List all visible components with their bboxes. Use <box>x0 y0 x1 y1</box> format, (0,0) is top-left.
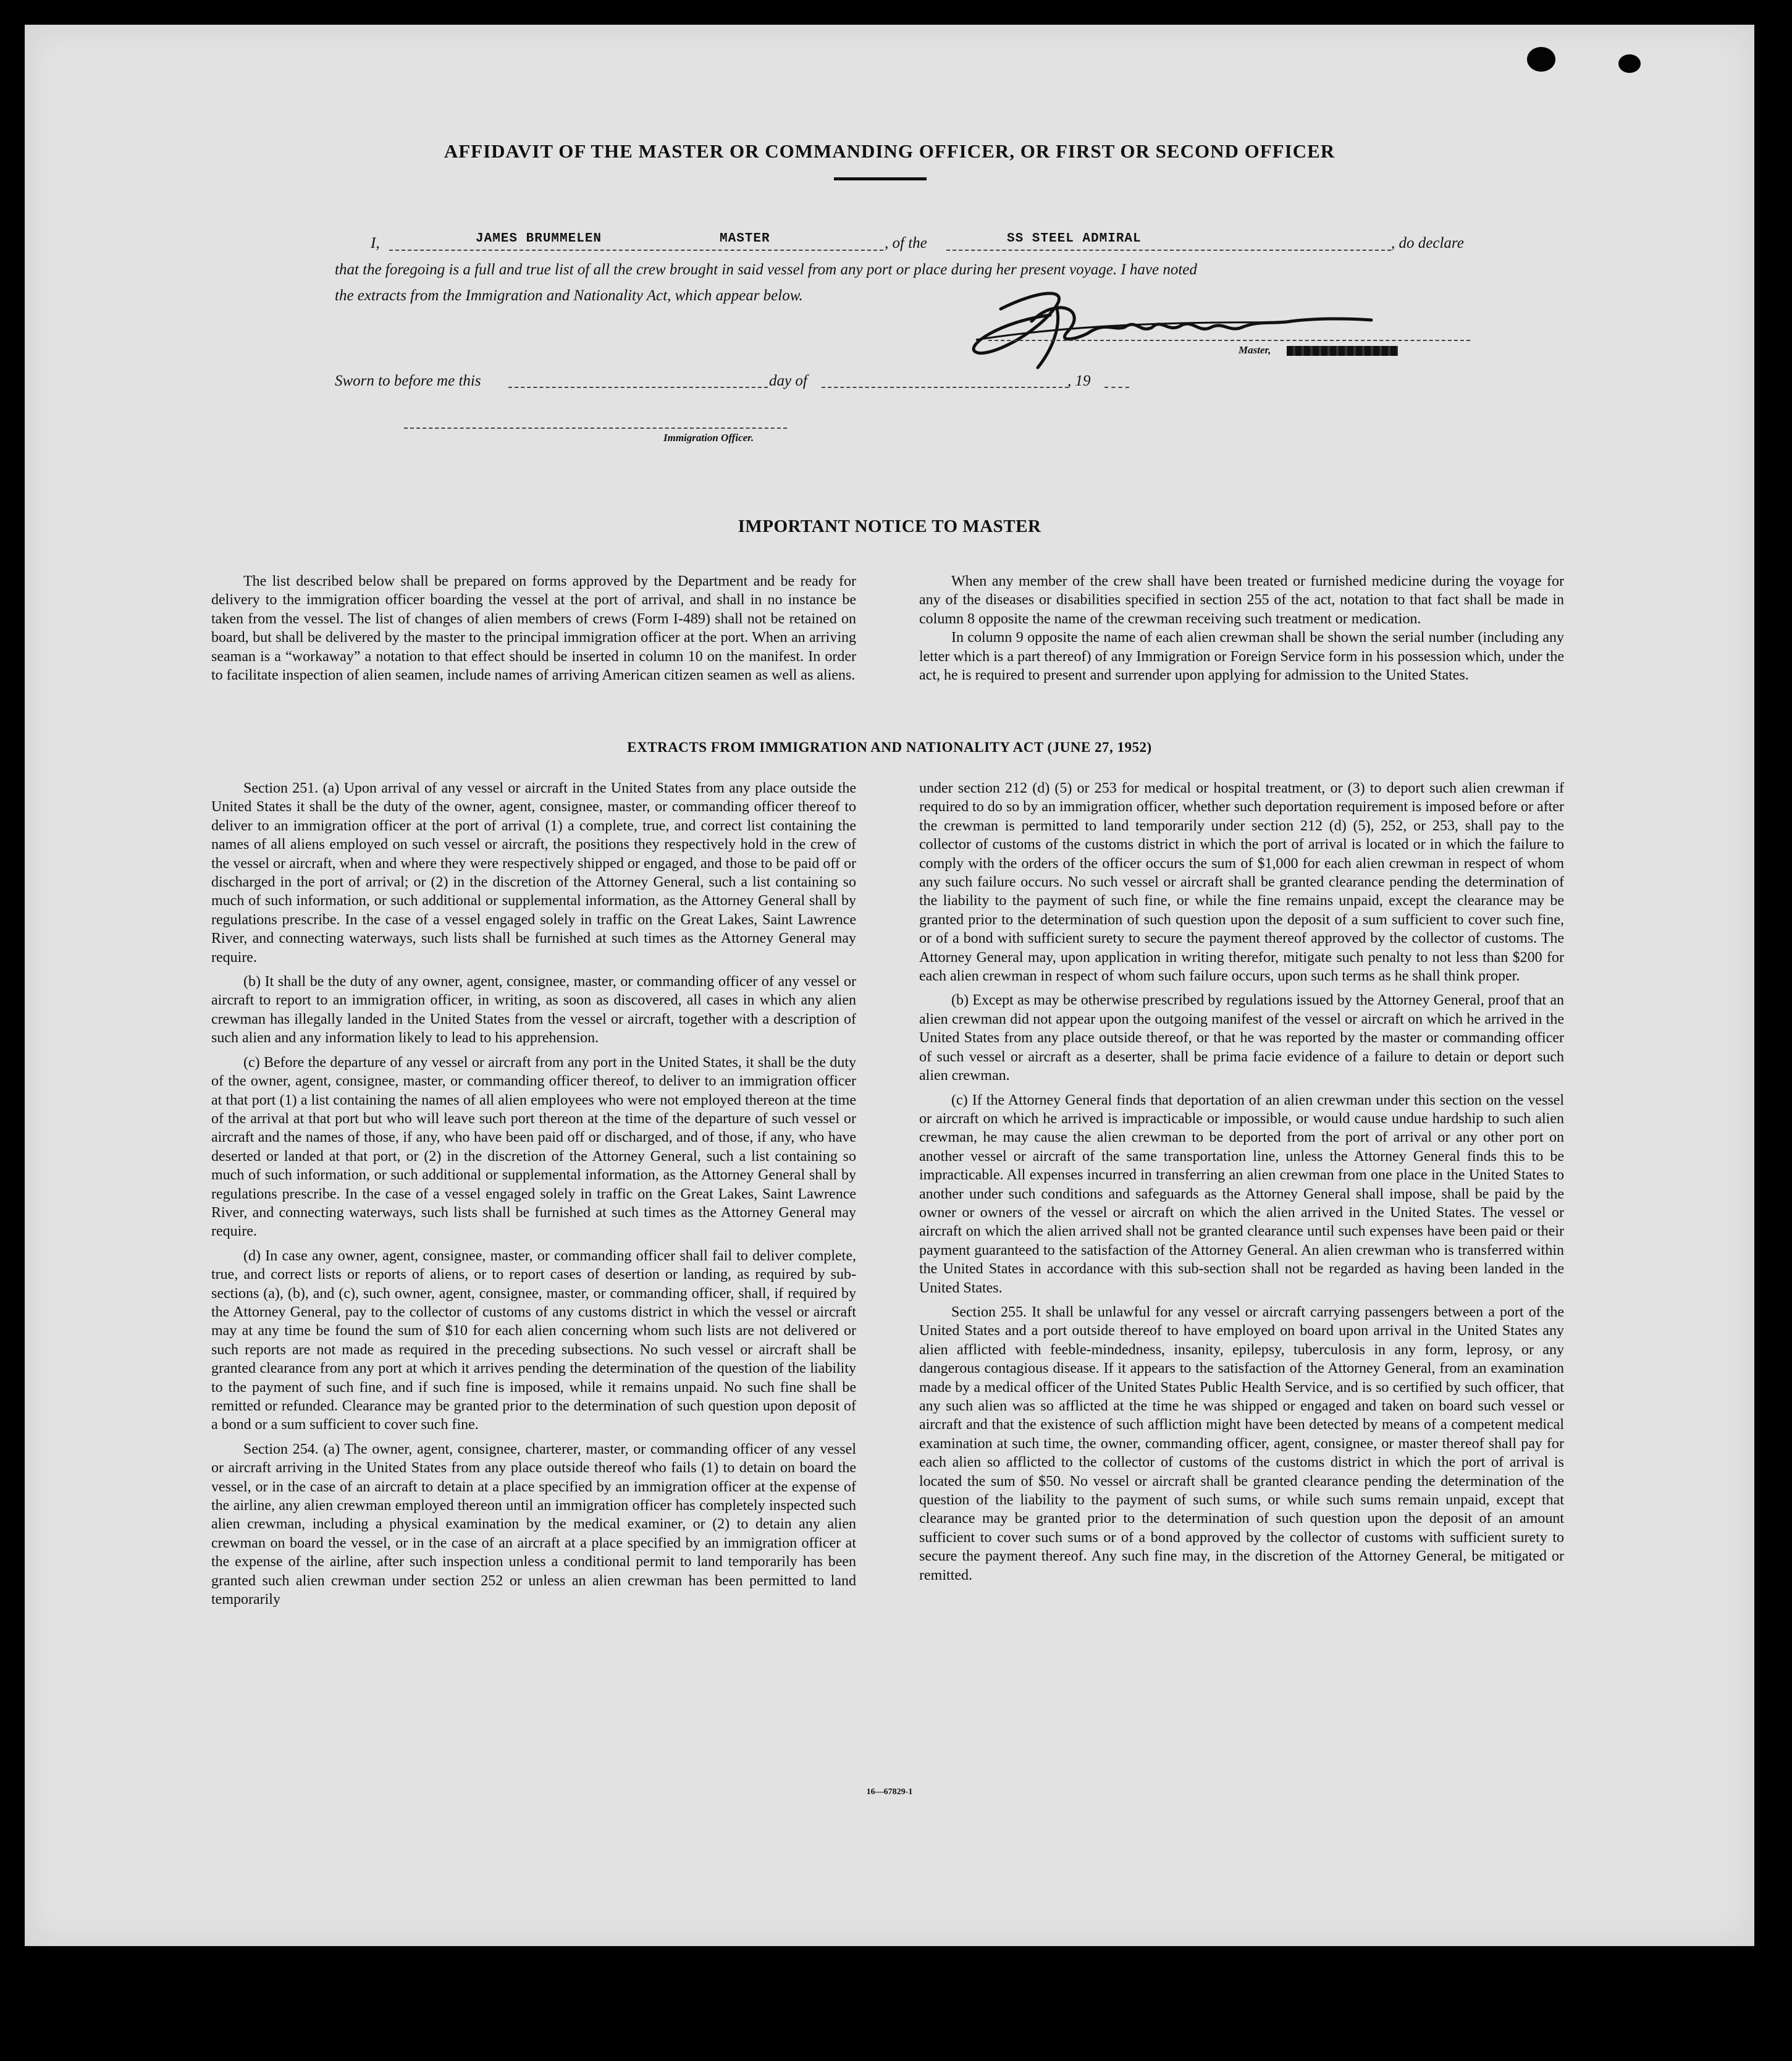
master-signature <box>964 284 1408 377</box>
struck-out-title <box>1287 346 1398 356</box>
name-blank <box>389 250 883 251</box>
notice-right-column <box>919 572 1564 685</box>
section-254-b: (b) Except as may be otherwise prescribed by regulations issued by the Attorney General, proof that an alien crewman did not appear upon the outgoing manifest of the vessel or aircraft on which he arrived in the United States from any place outside thereof, or that he was reported by the master or commanding officer of such vessel or aircraft as a deserter, shall be prima facie evidence of a failure to detain or deport such alien crewman. <box>919 992 1564 1084</box>
section-254-c: (c) If the Attorney General finds that deportation of an alien crewman under this section on the vessel or aircraft on which he arrived is impracticable or impossible, or would cause undue hardship to such alien crewman, he may cause the alien crewman to be deported from the port of arrival or any other port on another vessel or aircraft of the same transportation line, unless the Attorney General finds this to be impracticable. All expenses incurred in transferring an alien crewman from one place in the United States to another under such conditions and safeguards as the Attorney General shall impose, shall be paid by the owner or owners of the vessel or aircraft on which the alien arrived in the United States. The vessel or aircraft on which the alien arrived shall not be granted clearance until such expenses have been paid or their payment guaranteed to the satisfaction of the Attorney General. An alien crewman who is transferred within the United States in accordance with this sub-section shall not be regarded as having been landed in the United States. <box>919 1092 1564 1296</box>
officer-caption: Immigration Officer. <box>663 432 754 444</box>
section-251-c: (c) Before the departure of any vessel or aircraft from any port in the United States, it shall be the duty of the owner, agent, consignee, master, or commanding officer thereof, to deliver to an immigration officer at that port (1) a list containing the names of all alien employees who were not employed thereon at the time of the arrival at that port but who will leave such port thereon at the time of the departure of such vessel or aircraft and the names of those, if any, who have been paid off or discharged, and of those, if any, who have deserted or landed at that port, or (2) in the discretion of the Attorney General, such a list containing so much of such information, or such additional or supplemental information, as the Attorney General shall by regulations prescribe. In the case of a vessel engaged solely in traffic on the Great Lakes, Saint Lawrence River, and connecting waterways, such lists shall be furnished at such times as the Attorney General may require. <box>211 1054 856 1240</box>
section-251-d: (d) In case any owner, agent, consignee, master, or commanding officer shall fail to deliver complete, true, and correct lists or reports of aliens, or to report cases of desertion or landing, as required by sub-sections (a), (b), and (c), such owner, agent, consignee, master, or commanding officer, shall, if required by the Attorney General, pay to the collector of customs of any customs district in which the vessel or aircraft may at any time be found the sum of $10 for each alien concerning whom such lists are not delivered or such reports are not made as required in the preceding subsections. No such vessel or aircraft shall be granted clearance from any port at which it arrives pending the determination of the question of the liability to the payment of such fine, and if such fine is imposed, while it remains unpaid. No such fine shall be remitted or refunded. Clearance may be granted prior to the determination of such question upon deposit of a bond or a sum sufficient to cover such fine. <box>211 1247 856 1433</box>
sworn-month-blank <box>822 387 1069 388</box>
of-the-label: , of the <box>885 235 927 251</box>
title-rule <box>834 177 927 180</box>
section-255: Section 255. It shall be unlawful for any vessel or aircraft carrying passengers between a port of the United States and a port outside thereof to have employed on board upon arrival in the United States any alien afflicted with feeble-mindedness, insanity, epilepsy, tuberculosis in any form, leprosy, or any dangerous contagious disease. If it appears to the satisfaction of the Attorney General, from an examination made by a medical officer of the United States Public Health Service, and is so certified by such officer, that any such alien was so afflicted at the time he was shipped or engaged and taken on board such vessel or aircraft and that the existence of such affliction might have been detected by means of a competent medical examination at such time, the owner, commanding officer, agent, consignee, or master thereof shall pay for each alien so afflicted to the collector of customs of the customs district in which the port of arrival is located the sum of $50. No vessel or aircraft shall be granted clearance pending the determination of the question of the liability to the payment of such sums, or while such sums remain unpaid, except that clearance may be granted prior to the determination of such question upon the deposit of an amount sufficient to cover such sums or of a bond approved by the collector of customs with sufficient surety to secure the payment thereof. Any such fine may, in the discretion of the Attorney General, be mitigated or remitted. <box>919 1304 1564 1583</box>
notice-left-text: The list described below shall be prepared on forms approved by the Department and be ready for delivery to the immigration officer boarding the vessel at the port of arrival, and shall in no instance be taken from the vessel. The list of changes of alien members of crews (Form I-489) shall not be retained on board, but shall be delivered by the master to the principal immigration officer at the port. When an arriving seaman is a “workaway” a notation to that effect should be inserted in column 10 on the manifest. In order to facilitate inspection of alien seamen, include names of arriving American citizen seamen as well as aliens. <box>211 573 856 684</box>
notice-title: IMPORTANT NOTICE TO MASTER <box>738 516 1041 536</box>
extracts-left-column <box>211 779 856 1609</box>
section-254-a-continued: under section 212 (d) (5) or 253 for medical or hospital treatment, or (3) to deport such alien crewman if required to do so by an immigration officer, whether such deportation requirement is imposed before or after the crewman is permitted to land temporarily under section 212 (d) (5), 252, or 253, shall pay to the collector of customs of the customs district in which the port of arrival is located or in which the failure to comply with the orders of the officer occurs the sum of $1,000 for each alien crewman in respect of whom any such failure occurs. No such vessel or aircraft shall be granted clearance pending the determination of the liability to the payment of such fine, or while the fine remains unpaid, except the clearance may be granted prior to the determination of such question upon the deposit of a sum sufficient to cover such fine, or of a bond with sufficient surety to secure the payment thereof approved by the collector of customs. The Attorney General may, upon application in writing therefor, mitigate such penalty to not less than $200 for each alien crewman in respect of whom such failure occurs, upon such terms as he shall think proper. <box>919 780 1564 985</box>
section-251-b: (b) It shall be the duty of any owner, agent, consignee, master, or commanding officer of any vessel or aircraft to report to an immigration officer, in writing, as soon as discovered, all cases in which any alien crewman has illegally landed in the United States from the vessel or aircraft, together with a description of such alien and any information likely to lead to his apprehension. <box>211 974 856 1047</box>
ink-blot <box>1618 54 1641 73</box>
section-254-a: Section 254. (a) The owner, agent, consignee, charterer, master, or commanding officer of any vessel or aircraft arriving in the United States from any place outside thereof who fails (1) to detain on board the vessel, or in the case of an aircraft to detain at a place specified by an immigration officer at the expense of the airline, any alien crewman employed thereon until an immigration officer has completely inspected such alien crewman, including a physical examination by the medical examiner, or (2) to detain any alien crewman on board the vessel, or in the case of an aircraft at a place specified by an immigration officer at the expense of the airline, after such inspection unless a conditional permit to land temporarily has been granted such alien crewman under section 252 or unless an alien crewman has been permitted to land temporarily <box>211 1441 856 1608</box>
day-of-label: day of <box>769 373 807 389</box>
master-name: JAMES BRUMMELEN <box>476 232 602 246</box>
section-251-a: Section 251. (a) Upon arrival of any vessel or aircraft in the United States from any place outside the United States it shall be the duty of the owner, agent, consignee, master, or commanding officer thereof to deliver to an immigration officer at the port of arrival (1) a complete, true, and correct list containing the names of all aliens employed on such vessel or aircraft, the positions they respectively hold in the crew of the vessel or aircraft, when and where they were respectively shipped or engaged, and those to be paid off or discharged in the port of arrival; or (2) in the discretion of the Attorney General, such a list containing so much of such information, or such additional or supplemental information, as the Attorney General shall by regulations prescribe. In the case of a vessel engaged solely in traffic on the Great Lakes, Saint Lawrence River, and connecting waterways, such lists shall be furnished at such times as the Attorney General may require. <box>211 780 856 966</box>
sworn-label: Sworn to before me this <box>335 373 481 389</box>
vessel-name: SS STEEL ADMIRAL <box>1007 232 1142 246</box>
master-caption: Master, <box>1239 344 1271 356</box>
year-label: , 19 <box>1067 373 1091 389</box>
sworn-year-blank <box>1104 387 1129 388</box>
declaration-line-2: that the foregoing is a full and true list of all the crew brought in said vessel from any port or place during her present voyage. I have noted <box>335 261 1197 278</box>
sworn-day-blank <box>508 387 768 388</box>
notice-left-column <box>211 572 856 685</box>
master-rank: MASTER <box>720 232 770 246</box>
affidavit-title: AFFIDAVIT OF THE MASTER OR COMMANDING OFFICER, OR FIRST OR SECOND OFFICER <box>444 140 1336 162</box>
officer-signature-line <box>404 428 787 429</box>
form-code: 16—67829-1 <box>866 1787 913 1797</box>
signature-line <box>988 340 1470 341</box>
declaration-line-3: the extracts from the Immigration and Nationality Act, which appear below. <box>335 287 803 304</box>
extracts-right-column <box>919 779 1564 1585</box>
do-declare-label: , do declare <box>1391 235 1464 251</box>
vessel-blank <box>946 250 1391 251</box>
declaration-prefix: I, <box>371 235 380 251</box>
document-page <box>25 25 1754 1946</box>
notice-right-text-1: When any member of the crew shall have been treated or furnished medicine during the voyage for any of the diseases or disabilities specified in section 255 of the act, notation to that fact shall be made in column 8 opposite the name of the crewman receiving such treatment or medication. <box>919 573 1564 627</box>
notice-right-text-2: In column 9 opposite the name of each alien crewman shall be shown the serial number (including any letter which is a part thereof) of any Immigration or Foreign Service form in his possession which, under the act, he is required to present and surrender upon applying for admission to the United States. <box>919 630 1564 684</box>
ink-blot <box>1527 47 1555 72</box>
extracts-title: EXTRACTS FROM IMMIGRATION AND NATIONALITY ACT (JUNE 27, 1952) <box>627 740 1152 755</box>
